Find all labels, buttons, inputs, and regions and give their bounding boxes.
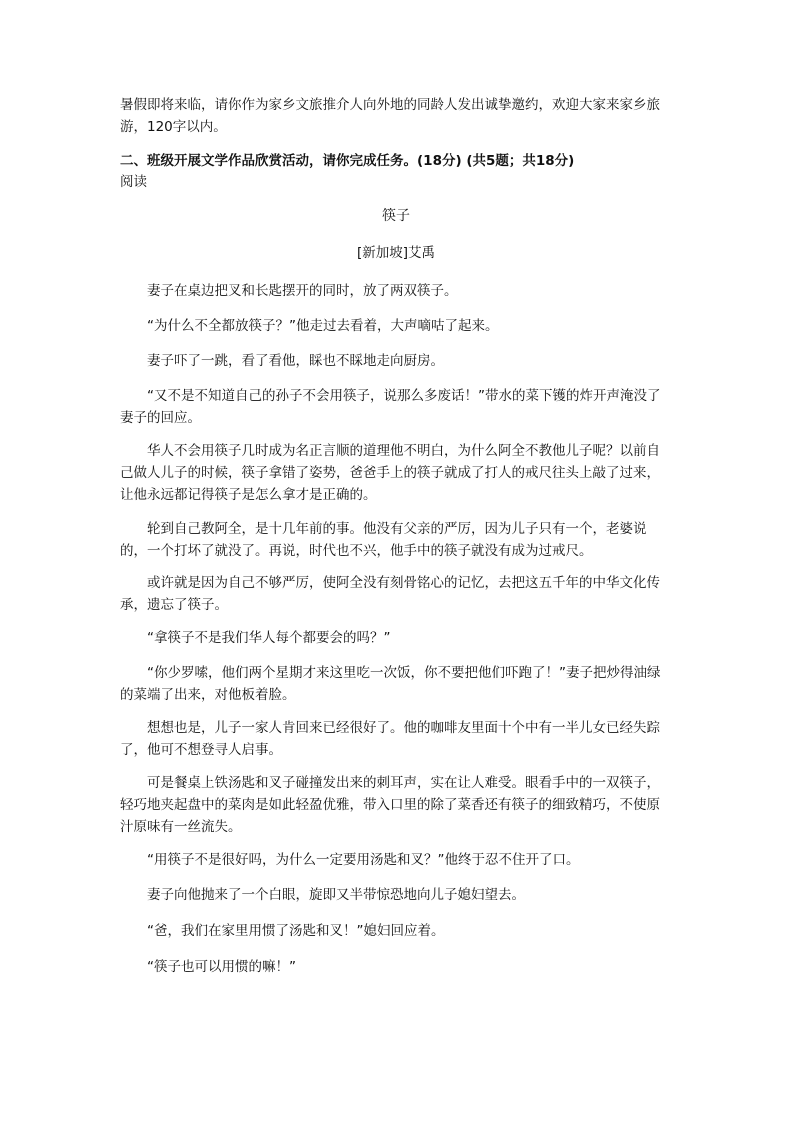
story-paragraph: 华人不会用筷子几时成为名正言顺的道理他不明白，为什么阿全不教他儿子呢？以前自己做人儿子的时候，筷子拿错了姿势，爸爸手上的筷子就成了打人的戒尺往头上敲了过来，让他永远都记得筷子是怎么拿才是正确的。 [120, 443, 660, 503]
story-paragraph: 妻子吓了一跳，看了看他，睬也不睬地走向厨房。 [147, 353, 444, 369]
story-paragraph: 轮到自己教阿全，是十几年前的事。他没有父亲的严厉，因为儿子只有一个，老婆说的，一个打坏了就没了。再说，时代也不兴，他手中的筷子就没有成为过戒尺。 [120, 521, 647, 559]
story-paragraph: 妻子在桌边把叉和长匙摆开的同时，放了两双筷子。 [147, 283, 458, 299]
read-label: 阅读 [120, 174, 147, 190]
story-paragraph: “为什么不全都放筷子？”他走过去看着，大声嘀咕了起来。 [147, 318, 499, 334]
story-paragraph: 想想也是，儿子一家人肯回来已经很好了。他的咖啡友里面十个中有一半儿女已经失踪了，他可不想登寻人启事。 [120, 720, 660, 758]
story-paragraph: 妻子向他抛来了一个白眼，旋即又半带惊恐地向儿子媳妇望去。 [147, 887, 525, 903]
section-heading: 二、班级开展文学作品欣赏活动，请你完成任务。(18分) (共5题；共18分) [120, 153, 575, 169]
writing-prompt: 暑假即将来临，请你作为家乡文旅推介人向外地的同龄人发出诚挚邀约，欢迎大家来家乡旅游，120字以内。 [120, 97, 660, 135]
story-title: 筷子 [382, 208, 410, 224]
story-paragraph: “你少罗嗦，他们两个星期才来这里吃一次饭，你不要把他们吓跑了！”妻子把炒得油绿的菜端了出来，对他板着脸。 [120, 665, 661, 703]
story-paragraph: “又不是不知道自己的孙子不会用筷子，说那么多废话！”带水的菜下镬的炸开声淹没了妻子的回应。 [120, 388, 661, 426]
story-paragraph: 或许就是因为自己不够严厉，使阿全没有刻骨铭心的记忆，去把这五千年的中华文化传承，遗忘了筷子。 [120, 575, 660, 613]
story-author: [新加坡]艾禹 [356, 245, 436, 261]
story-paragraph: “拿筷子不是我们华人每个都要会的吗？” [147, 630, 391, 646]
story-paragraph: 可是餐桌上铁汤匙和叉子碰撞发出来的刺耳声，实在让人难受。眼看手中的一双筷子，轻巧地夹起盘中的菜肉是如此轻盈优雅，带入口里的除了菜香还有筷子的细致精巧，不使原汁原味有一丝流失。 [120, 775, 660, 835]
story-paragraph: “筷子也可以用惯的嘛！” [147, 959, 296, 975]
story-paragraph: “用筷子不是很好吗，为什么一定要用汤匙和叉？”他终于忍不住开了口。 [147, 852, 580, 868]
story-paragraph: “爸，我们在家里用惯了汤匙和叉！”媳妇回应着。 [147, 923, 445, 939]
